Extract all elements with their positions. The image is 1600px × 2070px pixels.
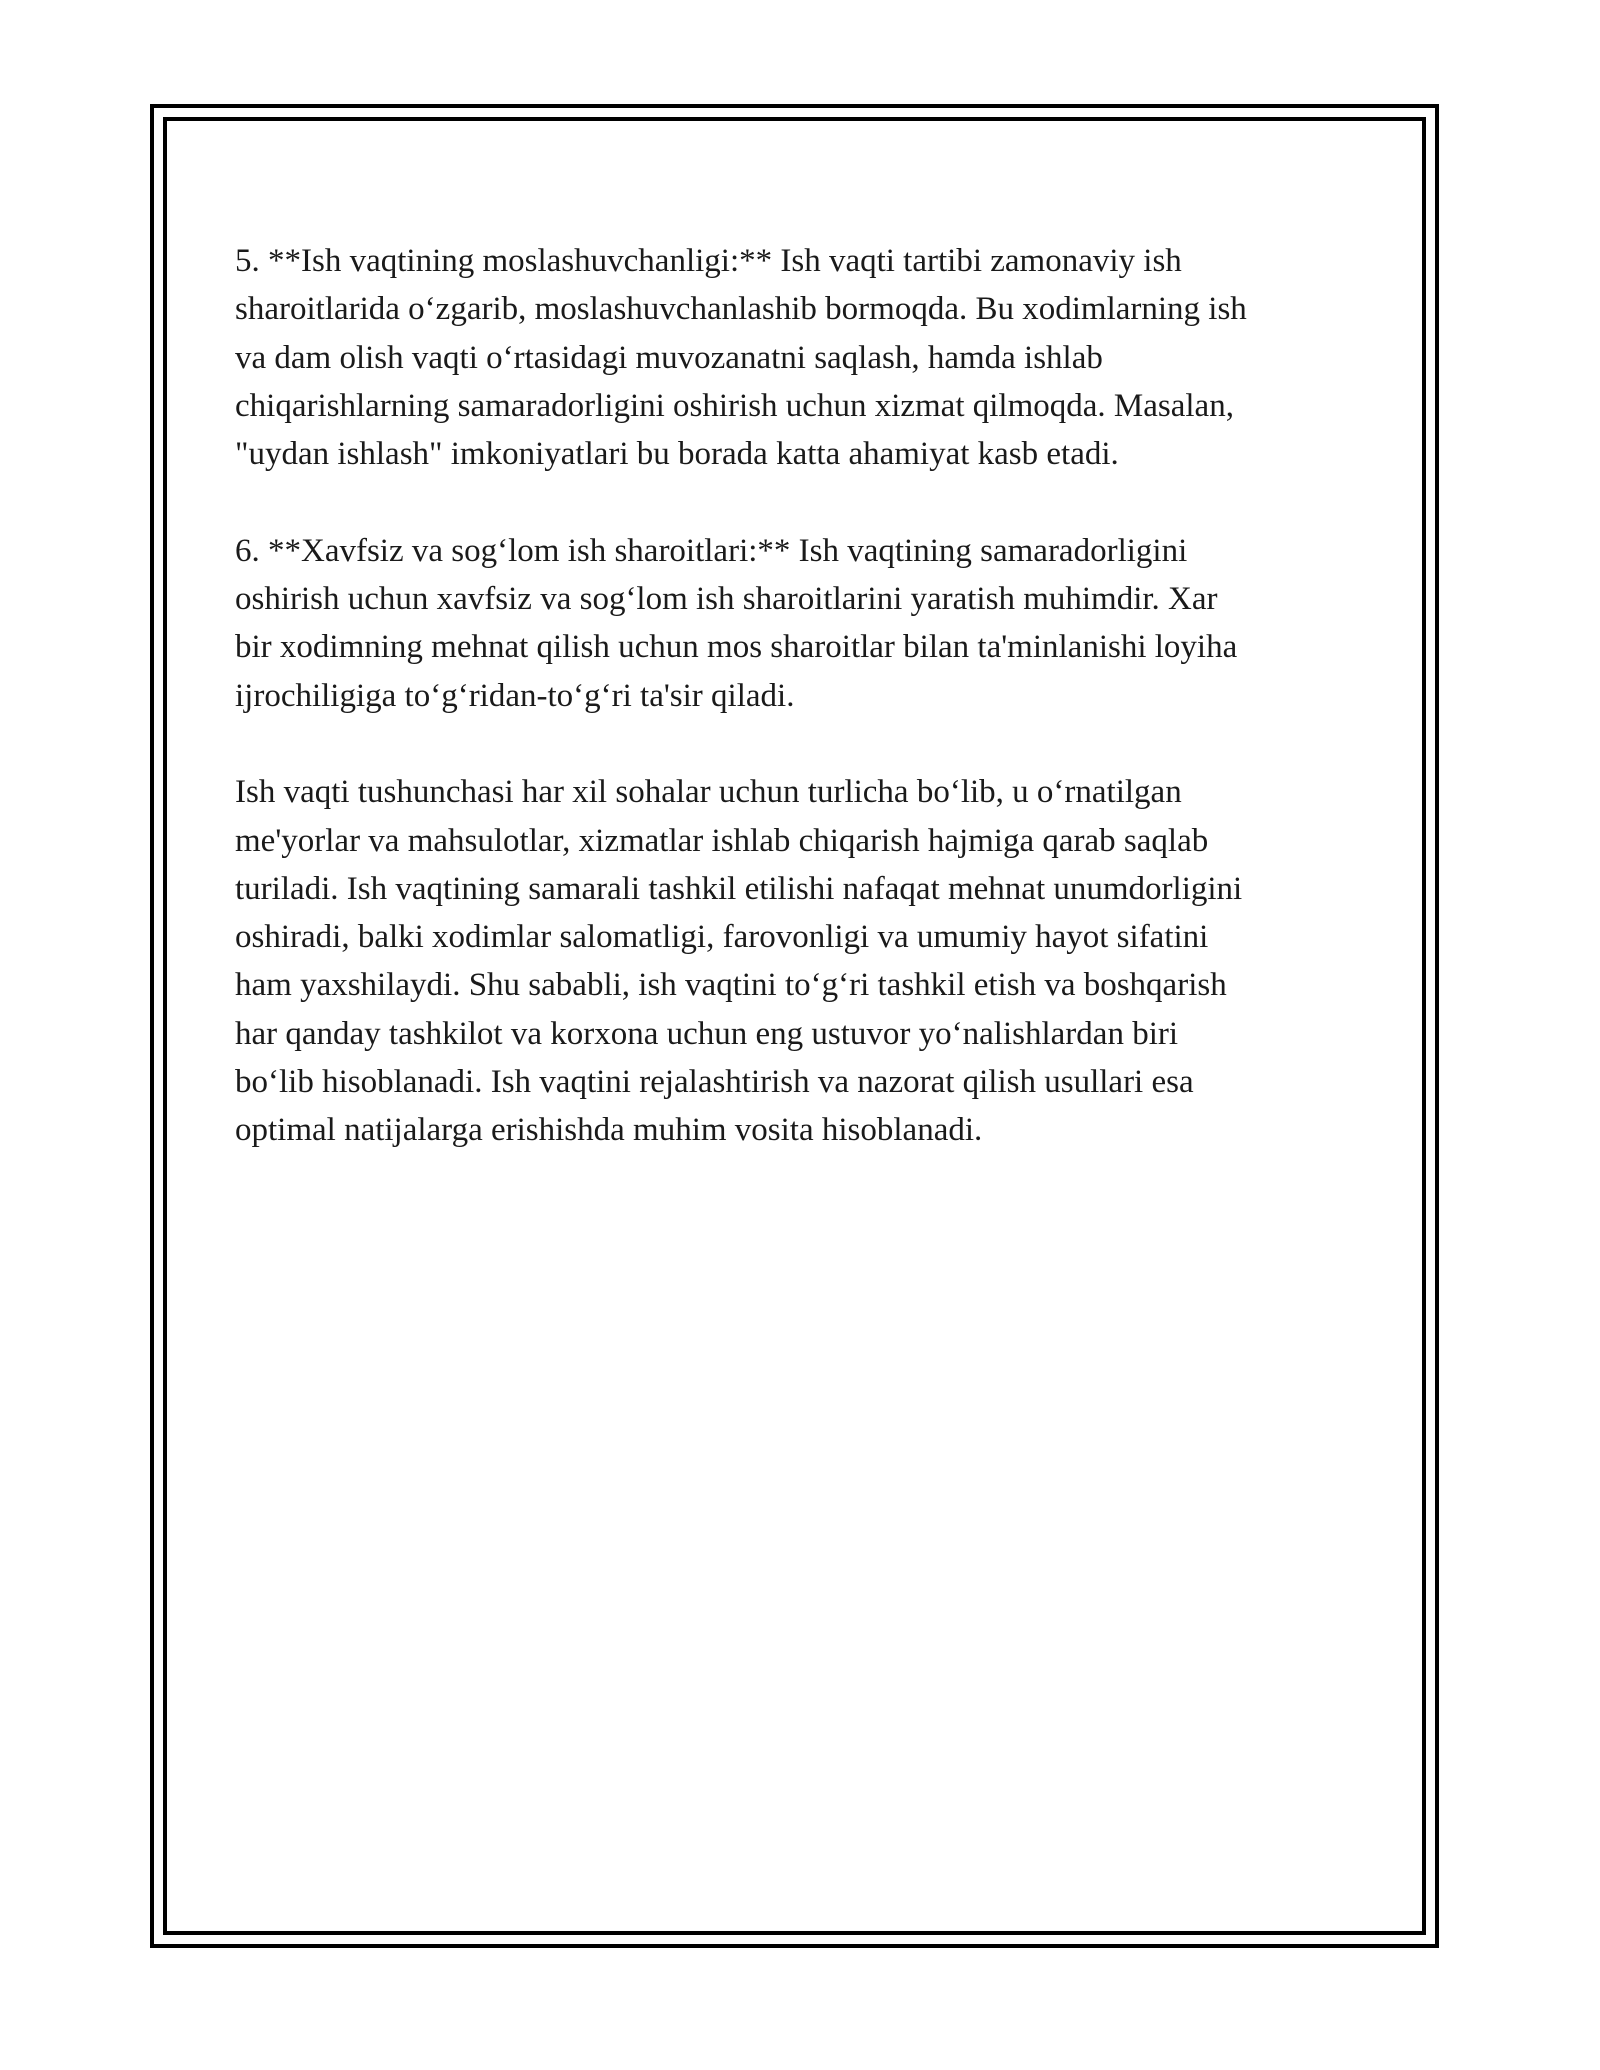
- paragraph-conclusion: Ish vaqti tushunchasi har xil sohalar uchun turlicha bo‘lib, u o‘rnatilgan me'yorlar va mahsulotlar, xizmatlar ishlab chiqarish hajmiga qarab saqlab turiladi. Ish vaqtining samarali tashkil etilishi nafaqat mehnat unumdorligini oshiradi, balki xodimlar salomatligi, farovonligi va umumiy hayot sifatini ham yaxshilaydi. Shu sababli, ish vaqtini to‘g‘ri tashkil etish va boshqarish har qanday tashkilot va korxona uchun eng ustuvor yo‘nalishlardan biri bo‘lib hisoblanadi. Ish vaqtini rejalashtirish va nazorat qilish usullari esa optimal natijalarga erishishda muhim vosita hisoblanadi.: [235, 774, 1243, 1149]
- paragraph-item-6: 6. **Xavfsiz va sog‘lom ish sharoitlari:** Ish vaqtining samaradorligini oshirish uchun xavfsiz va sog‘lom ish sharoitlarini yaratish muhimdir. Xar bir xodimning mehnat qilish uchun mos sharoitlar bilan ta'minlanishi loyiha ijrochiligiga to‘g‘ridan-to‘g‘ri ta'sir qiladi.: [235, 532, 1238, 714]
- paragraph-item-5: 5. **Ish vaqtining moslashuvchanligi:** Ish vaqti tartibi zamonaviy ish sharoitlarida o‘zgarib, moslashuvchanlashib bormoqda. Bu xodimlarning ish va dam olish vaqti o‘rtasidagi muvozanatni saqlash, hamda ishlab chiqarishlarning samaradorligini oshirish uchun xizmat qilmoqda. Masalan, "uydan ishlash" imkoniyatlari bu borada katta ahamiyat kasb etadi.: [235, 243, 1247, 473]
- document-body: [235, 237, 1365, 1203]
